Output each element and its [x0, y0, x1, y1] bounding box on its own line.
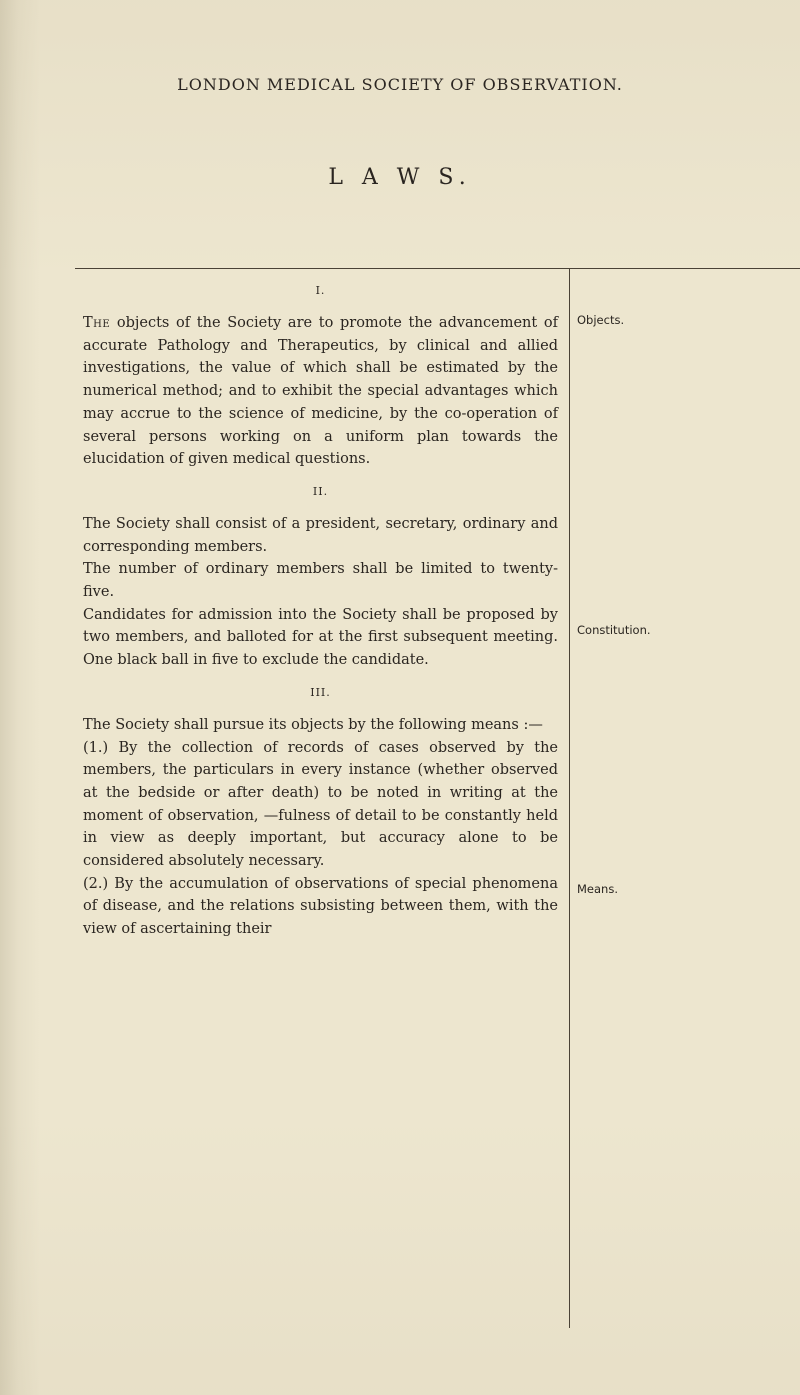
article-1-text: objects of the Society are to promote the advancement of accurate Pathology and Therapeutics, by clinical and allied investigations, the value of which shall be estimated by the numerical method; and to exhibit the special advantages which may accrue to the science of medicine, by the co-operation of several persons working on a uniform plan towards the elucidation of given medical questions. [83, 315, 558, 468]
article-2-paragraph-1: The Society shall consist of a president, secretary, ordinary and corresponding members. [83, 515, 558, 555]
article-1-numeral: I. [315, 284, 326, 297]
article-1-paragraph [83, 312, 558, 471]
article-2-numeral: II. [312, 484, 329, 498]
margin-divider [569, 268, 570, 1328]
article-3-numeral: III. [310, 685, 331, 699]
article-3-paragraph-2: (1.) By the collection of records of cases observed by the members, the particulars in every instance (whether observed at the bedside or after death) to be noted in writing at the moment of observation, —fulness of detail to be constantly held in view as deeply important, but accuracy alone to be considered absolutely necessary. [83, 739, 558, 870]
article-1-lead-word: The [83, 315, 111, 331]
horizontal-rule [75, 268, 800, 269]
side-note-constitution: Constitution. [577, 623, 651, 637]
side-note-means: Means. [577, 882, 618, 896]
running-head: LONDON MEDICAL SOCIETY OF OBSERVATION. [177, 75, 623, 94]
article-3-paragraph-1: The Society shall pursue its objects by the following means :— [83, 716, 543, 733]
main-text-column [83, 280, 558, 941]
page-title: L A W S. [328, 165, 472, 190]
side-note-objects: Objects. [577, 313, 625, 327]
article-2-paragraph-2: The number of ordinary members shall be limited to twenty-five. [83, 561, 558, 601]
article-3-paragraph-3: (2.) By the accumulation of observations of special phenomena of disease, and the relations subsisting between them, with the view of ascertaining their [83, 875, 558, 938]
article-2-paragraph-3: Candidates for admission into the Society shall be proposed by two members, and balloted for at the first subsequent meeting. One black ball in five to exclude the candidate. [83, 606, 558, 669]
